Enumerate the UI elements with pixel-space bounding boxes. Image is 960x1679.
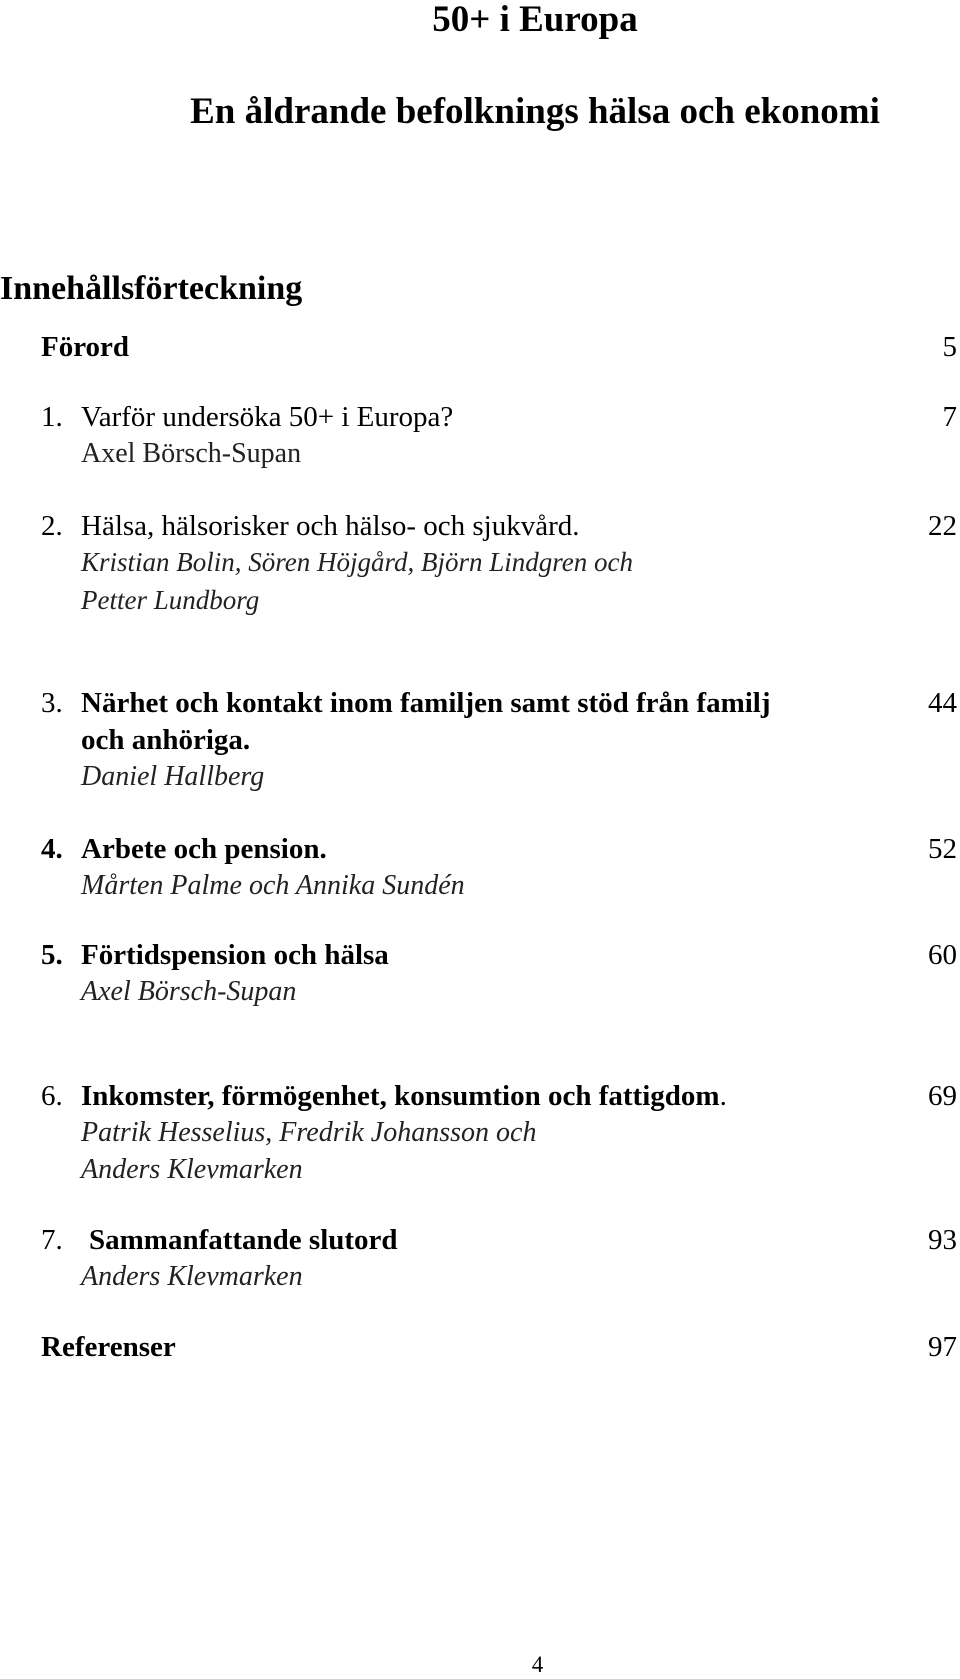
toc-heading: Innehållsförteckning [0,270,303,307]
document-subtitle: En åldrande befolknings hälsa och ekonomi [190,91,880,132]
document-title: 50+ i Europa [432,0,638,40]
toc-ch3-title-line2: och anhöriga. [81,724,251,756]
toc-ch1-page: 7 [942,401,957,433]
toc-ch2-author-line1: Kristian Bolin, Sören Höjgård, Björn Lindgren och [81,547,634,577]
toc-ch3-author: Daniel Hallberg [81,761,265,792]
toc-ch3-page: 44 [928,687,957,719]
toc-forord-page: 5 [942,331,957,363]
toc-ch5-number: 5. [41,939,63,971]
toc-ch6-title: Inkomster, förmögenhet, konsumtion och fattigdom [81,1080,720,1112]
toc-ch2-title: Hälsa, hälsorisker och hälso- och sjukvård. [81,510,580,542]
toc-ch5-title: Förtidspension och hälsa [81,939,389,971]
toc-ch4-number: 4. [41,833,63,865]
toc-ch7-page: 93 [928,1224,957,1256]
toc-ch5-author: Axel Börsch-Supan [81,976,297,1007]
toc-ch1-author: Axel Börsch-Supan [81,438,302,469]
toc-ch3-number: 3. [41,687,63,719]
toc-ch4-title: Arbete och pension. [81,833,327,865]
toc-ch1-number: 1. [41,401,63,433]
toc-ch4-author: Mårten Palme och Annika Sundén [81,870,465,901]
toc-forord-label: Förord [41,331,130,363]
toc-ch6-author-line2: Anders Klevmarken [81,1154,303,1185]
toc-ch2-number: 2. [41,510,63,542]
toc-ch6-author-line1: Patrik Hesselius, Fredrik Johansson och [81,1117,537,1148]
page-number: 4 [531,1652,544,1677]
toc-ch6-title-end: . [719,1080,727,1112]
toc-referenser-label: Referenser [41,1331,176,1363]
toc-ch7-author: Anders Klevmarken [81,1261,303,1292]
toc-ch6-page: 69 [928,1080,957,1112]
toc-ch7-title: Sammanfattande slutord [89,1224,398,1256]
toc-ch1-title: Varför undersöka 50+ i Europa? [81,401,454,433]
toc-ch2-page: 22 [928,510,957,542]
toc-ch2-author-line2: Petter Lundborg [81,585,260,615]
toc-referenser-page: 97 [928,1331,957,1363]
toc-ch6-number: 6. [41,1080,63,1112]
toc-ch4-page: 52 [928,833,957,865]
toc-ch3-title-line1: Närhet och kontakt inom familjen samt stöd från familj [81,687,771,719]
toc-ch5-page: 60 [928,939,957,971]
toc-ch7-number: 7. [41,1224,63,1256]
